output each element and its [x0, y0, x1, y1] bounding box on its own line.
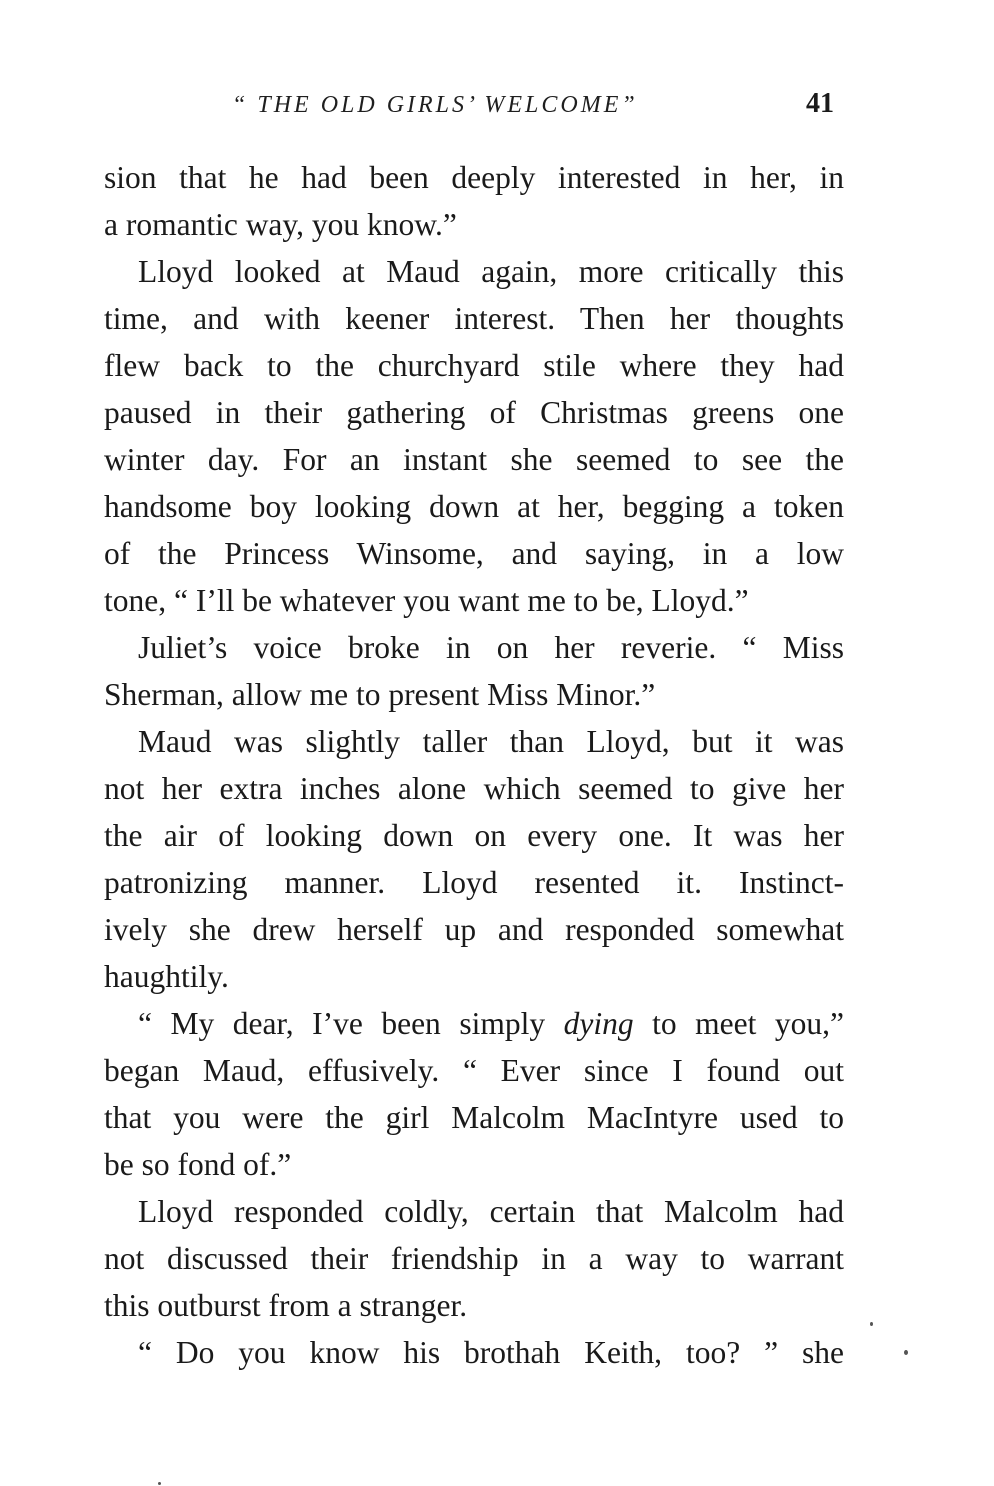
text-line: “ Do you know his brothah Keith, too? ” she: [138, 1335, 844, 1370]
text-line: the air of looking down on every one. It was her: [104, 818, 844, 853]
text-line-with-emphasis: [104, 1000, 844, 1047]
line-segment: to meet you,”: [633, 1006, 844, 1041]
text-line: not her extra inches alone which seemed to give her: [104, 771, 844, 806]
text-line: this outburst from a stranger.: [104, 1288, 468, 1323]
line-segment: “ My dear, I’ve been simply: [138, 1006, 564, 1041]
text-line: not discussed their friendship in a way to warrant: [104, 1241, 844, 1276]
text-line: Juliet’s voice broke in on her reverie. “ Miss: [138, 630, 844, 665]
text-line: a romantic way, you know.”: [104, 207, 457, 242]
text-line: flew back to the churchyard stile where they had: [104, 348, 844, 383]
text-line: time, and with keener interest. Then her thoughts: [104, 301, 844, 336]
text-line: of the Princess Winsome, and saying, in a low: [104, 536, 844, 571]
page-number: 41: [806, 88, 834, 119]
text-line: paused in their gathering of Christmas greens one: [104, 395, 844, 430]
text-line: that you were the girl Malcolm MacIntyre used to: [104, 1100, 844, 1135]
text-line: haughtily.: [104, 959, 229, 994]
emphasized-word: dying: [563, 1006, 634, 1041]
text-line: handsome boy looking down at her, begging a token: [104, 489, 844, 524]
text-line: sion that he had been deeply interested in her, in: [104, 160, 844, 195]
text-line: began Maud, effusively. “ Ever since I found out: [104, 1053, 844, 1088]
scan-speck: [870, 1322, 873, 1326]
text-line: patronizing manner. Lloyd resented it. Instinct-: [104, 865, 844, 900]
text-line: winter day. For an instant she seemed to see the: [104, 442, 844, 477]
text-line: Maud was slightly taller than Lloyd, but it was: [138, 724, 844, 759]
text-line: ively she drew herself up and responded somewhat: [104, 912, 844, 947]
text-line: Sherman, allow me to present Miss Minor.”: [104, 677, 656, 712]
scan-speck: [904, 1350, 908, 1355]
text-line: Lloyd responded coldly, certain that Malcolm had: [138, 1194, 844, 1229]
text-line: be so fond of.”: [104, 1147, 292, 1182]
body-text: [104, 154, 844, 1376]
scan-speck: [158, 1482, 161, 1485]
running-head: “ THE OLD GIRLS’ WELCOME”: [232, 92, 638, 118]
text-line: Lloyd looked at Maud again, more critically this: [138, 254, 844, 289]
text-line: tone, “ I’ll be whatever you want me to be, Lloyd.”: [104, 583, 749, 618]
